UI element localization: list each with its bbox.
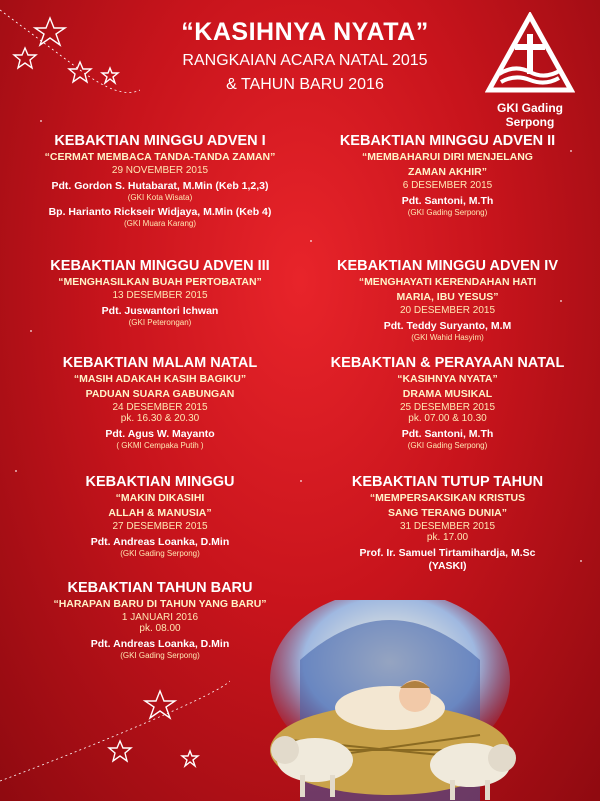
event-pastor: Pdt. Juswantori Ichwan xyxy=(101,305,219,317)
event-theme: MARIA, IBU YESUS” xyxy=(396,291,499,303)
event-church: (GKI Gading Serpong) xyxy=(407,441,488,450)
event-title: KEBAKTIAN & PERAYAAN NATAL xyxy=(330,355,565,371)
event-theme: “MENGHASILKAN BUAH PERTOBATAN” xyxy=(58,276,262,288)
event-title: KEBAKTIAN MINGGU ADVEN II xyxy=(339,133,556,149)
event-title: KEBAKTIAN MALAM NATAL xyxy=(62,355,258,371)
event-adven-3 xyxy=(20,258,300,327)
event-adven-4 xyxy=(310,258,585,342)
event-time: pk. 17.00 xyxy=(426,532,469,543)
church-emblem-icon xyxy=(485,12,575,94)
event-title: KEBAKTIAN MINGGU xyxy=(85,474,235,490)
event-church: (GKI Gading Serpong) xyxy=(120,549,200,558)
event-date: 27 DESEMBER 2015 xyxy=(112,521,208,532)
event-date: 6 DESEMBER 2015 xyxy=(402,180,493,191)
event-malam-natal xyxy=(20,355,300,450)
event-pastor: Pdt. Gordon S. Hutabarat, M.Min (Keb 1,2,3) xyxy=(51,180,269,192)
event-church: (GKI Kota Wisata) xyxy=(127,193,193,202)
event-time: pk. 16.30 & 20.30 xyxy=(120,413,200,424)
event-tutup-tahun xyxy=(310,474,585,572)
nativity-illustration xyxy=(240,600,540,801)
event-pastor: Pdt. Andreas Loanka, D.Min xyxy=(90,536,230,548)
event-date: 25 DESEMBER 2015 xyxy=(399,402,496,413)
header xyxy=(130,18,480,95)
event-theme: “CERMAT MEMBACA TANDA-TANDA ZAMAN” xyxy=(44,151,276,163)
event-title: KEBAKTIAN TUTUP TAHUN xyxy=(351,474,544,490)
event-theme: PADUAN SUARA GABUNGAN xyxy=(85,388,235,400)
star-decoration-top-left xyxy=(0,0,140,110)
event-pastor: Pdt. Agus W. Mayanto xyxy=(105,428,215,440)
event-church: (GKI Gading Serpong) xyxy=(407,208,488,217)
subtitle-line-2: & TAHUN BARU 2016 xyxy=(226,76,384,93)
event-pastor: Pdt. Teddy Suryanto, M.M xyxy=(383,320,512,332)
event-time: pk. 07.00 & 10.30 xyxy=(408,413,487,424)
event-adven-2 xyxy=(310,133,585,217)
event-theme: “KASIHNYA NYATA” xyxy=(397,373,498,385)
event-church: (GKI Muara Karang) xyxy=(123,219,197,228)
event-title: KEBAKTIAN MINGGU ADVEN III xyxy=(50,258,270,274)
event-theme: SANG TERANG DUNIA” xyxy=(387,507,507,519)
event-date: 20 DESEMBER 2015 xyxy=(399,305,496,316)
event-pastor: Bp. Harianto Rickseir Widjaya, M.Min (Keb 4) xyxy=(48,206,272,218)
event-church: (GKI Gading Serpong) xyxy=(120,651,200,660)
logo-label: GKI Gading Serpong xyxy=(497,101,563,129)
event-minggu xyxy=(20,474,300,558)
event-church: ( GKMI Cempaka Putih ) xyxy=(116,441,204,450)
event-date: 29 NOVEMBER 2015 xyxy=(111,165,209,176)
event-time: pk. 08.00 xyxy=(139,623,181,634)
event-church: (GKI Peterongan) xyxy=(128,318,192,327)
subtitle-line-1: RANGKAIAN ACARA NATAL 2015 xyxy=(182,52,428,69)
event-date: 31 DESEMBER 2015 xyxy=(399,521,496,532)
event-date: 13 DESEMBER 2015 xyxy=(112,290,208,301)
event-pastor: Pdt. Santoni, M.Th xyxy=(401,428,494,440)
event-date: 24 DESEMBER 2015 xyxy=(112,402,208,413)
page-title: “KASIHNYA NYATA” xyxy=(181,18,429,46)
event-date: 1 JANUARI 2016 xyxy=(121,612,199,623)
church-logo xyxy=(474,12,586,129)
event-church: (YASKI) xyxy=(428,560,467,572)
event-adven-1 xyxy=(20,133,300,228)
event-theme: “MEMBAHARUI DIRI MENJELANG xyxy=(362,151,533,163)
event-theme: DRAMA MUSIKAL xyxy=(402,388,493,400)
event-theme: “MENGHAYATI KERENDAHAN HATI xyxy=(358,276,537,288)
event-theme: “HARAPAN BARU DI TAHUN YANG BARU” xyxy=(53,598,267,610)
event-title: KEBAKTIAN TAHUN BARU xyxy=(67,580,253,596)
event-perayaan-natal xyxy=(310,355,585,450)
event-title: KEBAKTIAN MINGGU ADVEN I xyxy=(54,133,266,149)
event-church: (GKI Wahid Hasyim) xyxy=(411,333,484,342)
event-pastor: Pdt. Andreas Loanka, D.Min xyxy=(90,638,230,650)
event-theme: ZAMAN AKHIR” xyxy=(408,166,487,178)
event-pastor: Pdt. Santoni, M.Th xyxy=(401,195,494,207)
event-title: KEBAKTIAN MINGGU ADVEN IV xyxy=(337,258,558,274)
event-theme: ALLAH & MANUSIA” xyxy=(108,507,212,519)
event-theme: “MASIH ADAKAH KASIH BAGIKU” xyxy=(73,373,247,385)
event-pastor: Prof. Ir. Samuel Tirtamihardja, M.Sc xyxy=(359,547,536,559)
event-theme: “MEMPERSAKSIKAN KRISTUS xyxy=(369,492,526,504)
event-theme: “MAKIN DIKASIHI xyxy=(115,492,205,504)
